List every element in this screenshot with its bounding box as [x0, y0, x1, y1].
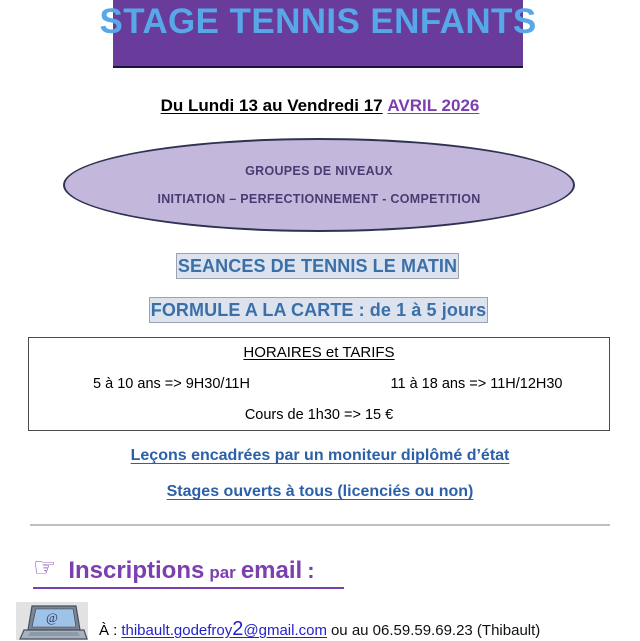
section-divider [30, 524, 610, 526]
highlight-formule: FORMULE A LA CARTE : de 1 à 5 jours [149, 297, 488, 323]
email-part1: thibault.godefroy [121, 622, 233, 639]
email-digit: 2 [232, 618, 244, 640]
title-banner [99, 0, 537, 68]
tariffs-title: HORAIRES et TARIFS [243, 344, 395, 361]
date-month-year: AVRIL 2026 [387, 96, 480, 115]
inscriptions-heading [33, 552, 344, 589]
tariff-price: Cours de 1h30 => 15 € [244, 407, 394, 423]
phone-text: ou au 06.59.59.69.23 (Thibault) [330, 622, 541, 639]
highlight-seances: SEANCES DE TENNIS LE MATIN [176, 253, 459, 279]
inscriptions-colon: : [307, 558, 315, 583]
table-row [29, 376, 609, 392]
inscriptions-par: par [209, 563, 236, 582]
inscriptions-label: Inscriptions [68, 557, 205, 584]
contact-line [99, 618, 540, 641]
levels-list: INITIATION – PERFECTIONNEMENT - COMPETITION [157, 192, 481, 206]
pointing-hand-icon: ☞ [33, 552, 57, 582]
note-open-to-all [0, 483, 640, 501]
date-line [0, 96, 640, 116]
tariff-age-group-older: 11 à 18 ans => 11H/12H30 [390, 376, 563, 392]
note-open-to-all-text: Stages ouverts à tous (licenciés ou non) [166, 483, 474, 500]
note-coach [0, 447, 640, 465]
email-link[interactable] [121, 618, 327, 641]
levels-heading: GROUPES DE NIVEAUX [245, 163, 393, 178]
inscriptions-email-word: email [240, 557, 303, 584]
levels-ellipse [63, 138, 575, 232]
page-title: STAGE TENNIS ENFANTS [99, 2, 537, 41]
tariff-age-group-young: 5 à 10 ans => 9H30/11H [93, 376, 250, 392]
laptop-at-icon [16, 602, 88, 640]
email-part2: @gmail.com [243, 622, 327, 639]
date-range: Du Lundi 13 au Vendredi 17 [160, 96, 383, 115]
note-coach-text: Leçons encadrées par un moniteur diplômé d’état [130, 447, 510, 464]
svg-text:@: @ [46, 610, 58, 625]
tariffs-table [28, 337, 610, 431]
contact-prefix: À : [99, 622, 118, 639]
